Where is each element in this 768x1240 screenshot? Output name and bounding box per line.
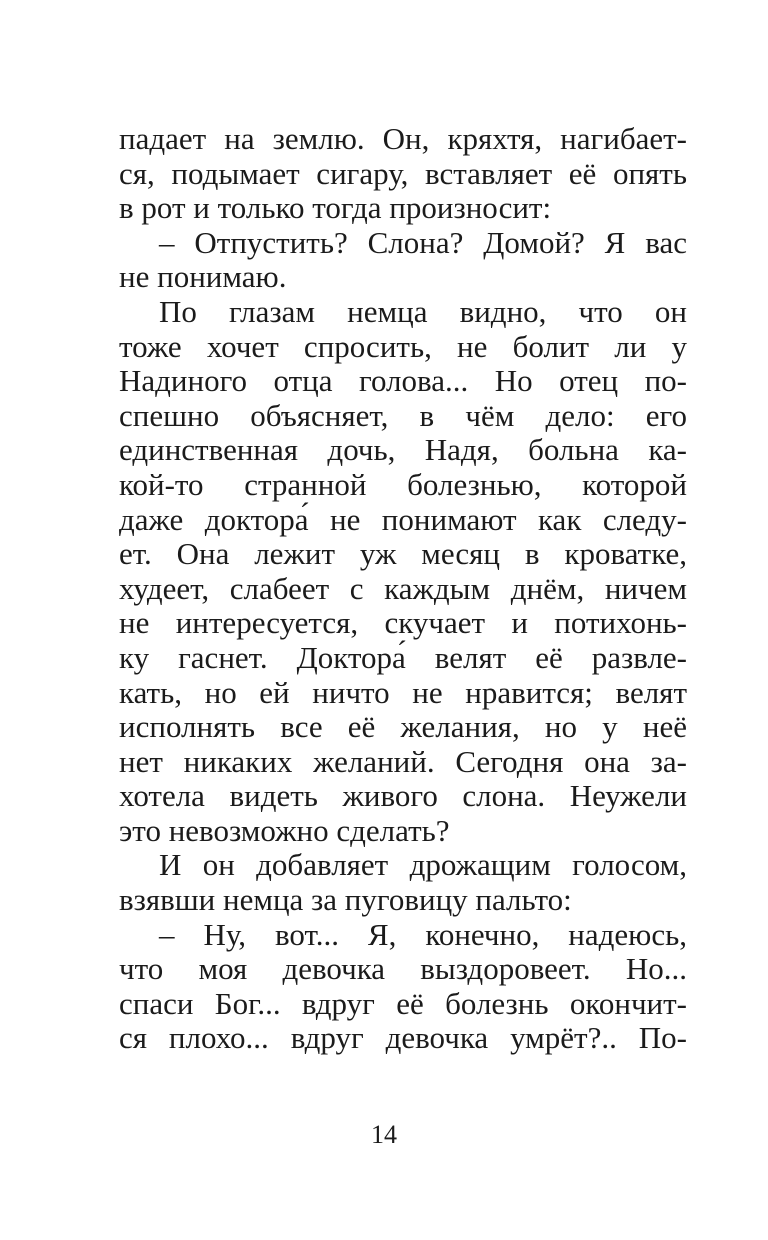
- text-line: нет никаких желаний. Сегодня она за-: [119, 743, 687, 779]
- text-line: не интересуется, скучает и потихонь-: [119, 605, 687, 641]
- text-line: – Отпустить? Слона? Домой? Я вас: [159, 224, 687, 260]
- text-line: это невозможно сделать?: [119, 812, 450, 848]
- text-line: кать, но ей ничто не нравится; велят: [119, 674, 687, 710]
- text-line: хотела видеть живого слона. Неужели: [119, 778, 687, 814]
- text-line: И он добавляет дрожащим голосом,: [159, 847, 687, 883]
- text-line: падает на землю. Он, кряхтя, нагибает-: [119, 121, 687, 156]
- text-line: ет. Она лежит уж месяц в кроватке,: [119, 536, 687, 572]
- text-line: спаси Бог... вдруг её болезнь окончит-: [119, 985, 687, 1021]
- text-line: ся плохо... вдруг девочка умрёт?.. По-: [119, 1020, 687, 1056]
- text-line: – Ну, вот... Я, конечно, надеюсь,: [159, 916, 687, 952]
- text-line: кой-то странной болезнью, которой: [119, 466, 687, 502]
- text-line: что моя девочка выздоровеет. Но...: [119, 951, 687, 987]
- text-line: ся, подымает сигару, вставляет её опять: [119, 155, 687, 191]
- text-line: худеет, слабеет с каждым днём, ничем: [119, 570, 687, 606]
- body-text: [119, 122, 687, 1056]
- text-line: Надиного отца голова... Но отец по-: [119, 363, 687, 399]
- text-line: тоже хочет спросить, не болит ли у: [119, 328, 687, 364]
- text-line: взявши немца за пуговицу пальто:: [119, 882, 572, 918]
- text-line: единственная дочь, Надя, больна ка-: [119, 432, 687, 468]
- text-line: в рот и только тогда произносит:: [119, 190, 552, 226]
- text-line: не понимаю.: [119, 259, 287, 295]
- text-line: По глазам немца видно, что он: [159, 293, 687, 329]
- text-line: даже доктора́ не понимают как следу-: [119, 501, 687, 537]
- text-line: спешно объясняет, в чём дело: его: [119, 397, 687, 433]
- text-line: исполнять все её желания, но у неё: [119, 709, 687, 745]
- page-number: 14: [371, 1120, 397, 1149]
- text-line: ку гаснет. Доктора́ велят её развле-: [119, 639, 687, 675]
